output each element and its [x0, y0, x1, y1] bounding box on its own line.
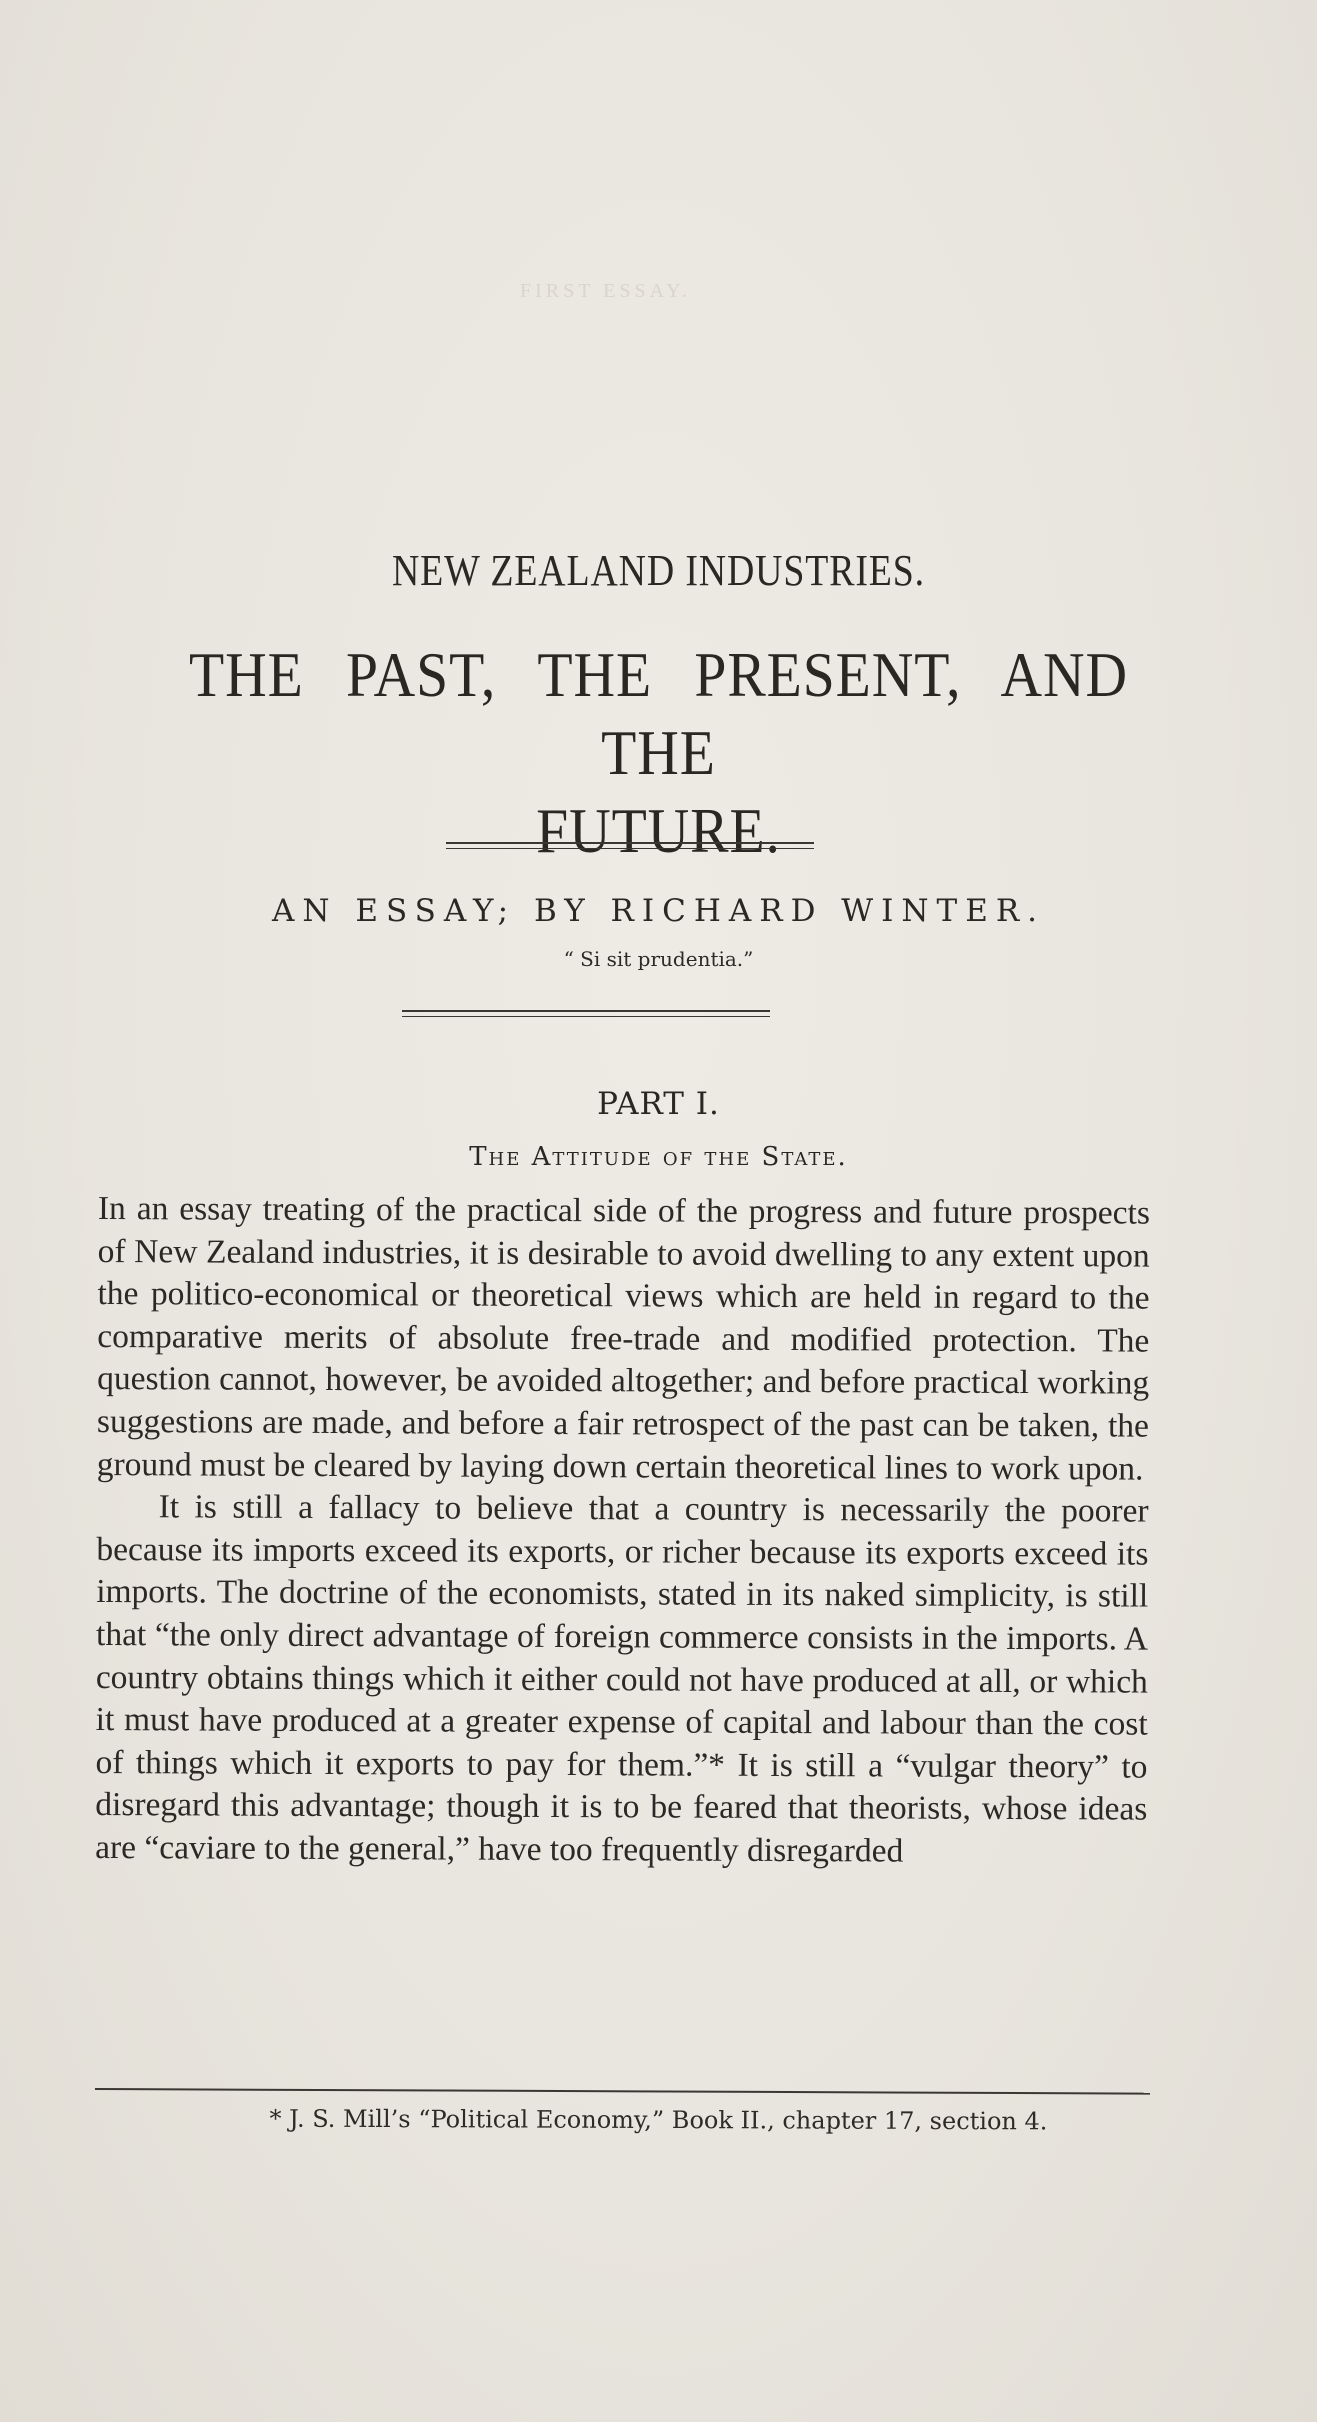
main-title-line-2: FUTURE. — [536, 795, 781, 866]
footnote: * J. S. Mill’s “Political Economy,” Book II., chapter 17, section 4. — [269, 2104, 1048, 2136]
paragraph-2: It is still a fallacy to believe that a country is necessarily the poorer because its imports exceed its exports, or richer because its exports exceed its imports. The doctrine of the economists, stated in its naked simplicity, is still that “the only direct advantage of foreign commerce consists in the imports. A country obtains things which it either could not have produced at all, or which it must have produced at a greater expense of capital and labour than the cost of things which it exports to pay for them.”* It is still a “vulgar theory” to disregard this advantage; though it is to be feared that theorists, whose ideas are “caviare to the general,” have too frequently disregarded — [95, 1488, 1149, 1870]
section-title: The Attitude of the State. — [469, 1142, 848, 1172]
main-title-line-1: THE PAST, THE PRESENT, AND THE — [189, 639, 1128, 788]
paragraph-1: In an essay treating of the practical side of the progress and future prospects of New Zealand industries, it is desirable to avoid dwelling to any extent upon the politico-economical or theoretical views which are held in regard to the comparative merits of absolute free-trade and modified protection. The question cannot, however, be avoided altogether; and before practical working suggestions are made, and before a fair retrospect of the past can be taken, the ground must be cleared by laying down certain theoretical lines to work upon. — [96, 1190, 1150, 1488]
bleed-through-text: FIRST ESSAY. — [520, 280, 692, 302]
motto: “ Si sit prudentia.” — [563, 947, 754, 971]
footnote-rule — [95, 2088, 1150, 2095]
main-title — [100, 636, 1217, 870]
essay-body — [95, 1188, 1150, 1874]
title-divider — [446, 842, 814, 844]
byline: AN ESSAY; BY RICHARD WINTER. — [271, 893, 1046, 929]
byline-divider — [402, 1010, 770, 1012]
part-title: PART I. — [597, 1086, 720, 1122]
series-title: NEW ZEALAND INDUSTRIES. — [391, 546, 926, 595]
